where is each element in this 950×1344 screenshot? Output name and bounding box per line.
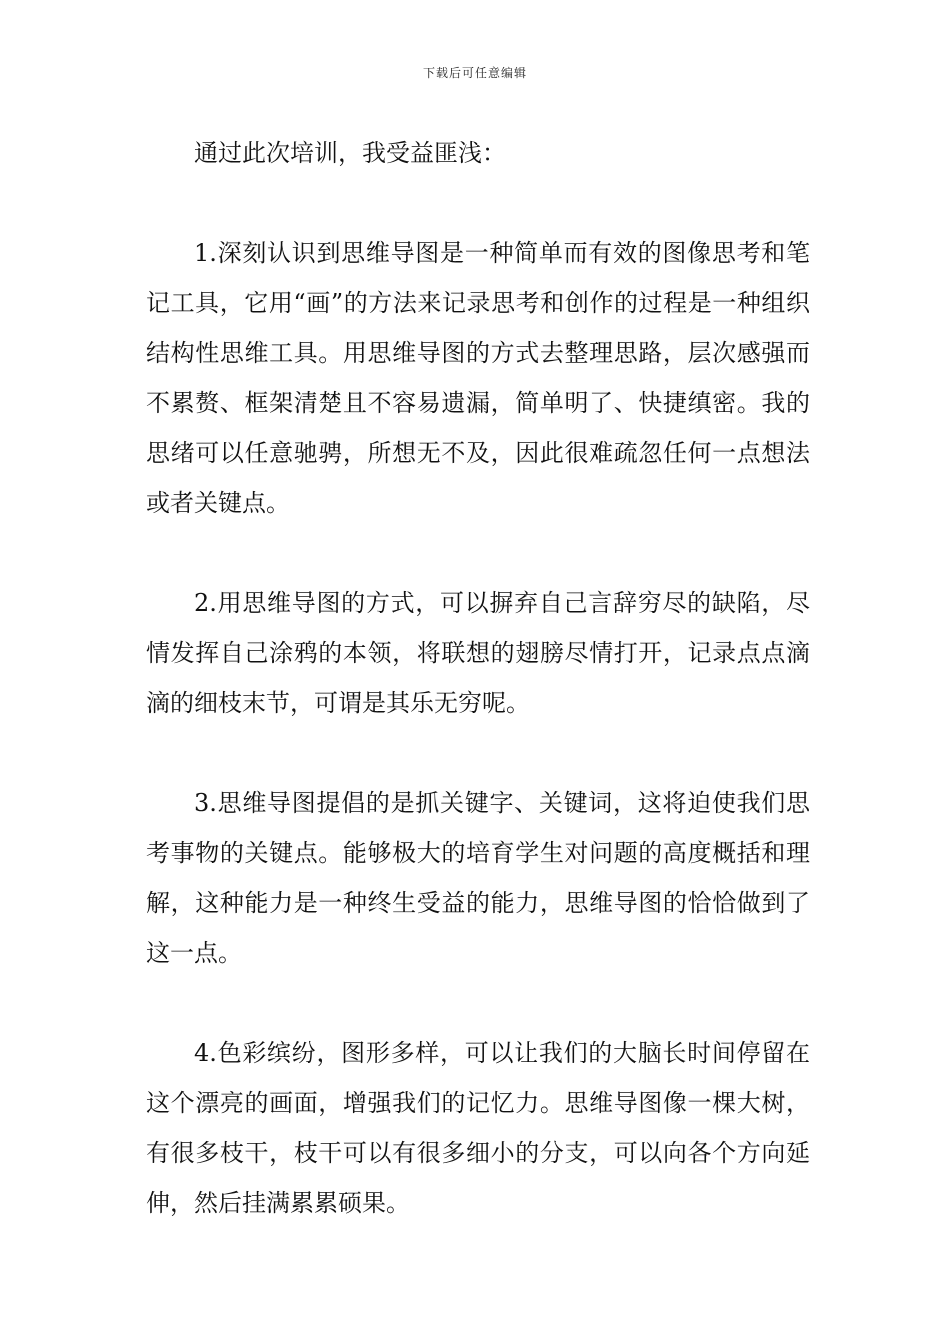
paragraph-2: 2.用思维导图的方式，可以摒弃自己言辞穷尽的缺陷，尽情发挥自己涂鸦的本领，将联想的翅膀尽情打开，记录点点滴滴的细枝末节，可谓是其乐无穷呢。 <box>146 589 810 717</box>
paragraph-3: 3.思维导图提倡的是抓关键字、关键词，这将迫使我们思考事物的关键点。能够极大的培育学生对问题的高度概括和理解，这种能力是一种终生受益的能力，思维导图的恰恰做到了这一点。 <box>146 789 810 967</box>
page-header: 下载后可任意编辑 <box>422 66 527 80</box>
document-body <box>146 128 810 1278</box>
intro-paragraph: 通过此次培训，我受益匪浅： <box>194 139 506 167</box>
paragraph-1: 1.深刻认识到思维导图是一种简单而有效的图像思考和笔记工具，它用“画”的方法来记录思考和创作的过程是一种组织结构性思维工具。用思维导图的方式去整理思路，层次感强而不累赘、框架清楚且不容易遗漏，简单明了、快捷缜密。我的思绪可以任意驰骋，所想无不及，因此很难疏忽任何一点想法或者关键点。 <box>146 239 810 517</box>
paragraph-4: 4.色彩缤纷，图形多样，可以让我们的大脑长时间停留在这个漂亮的画面，增强我们的记忆力。思维导图像一棵大树，有很多枝干，枝干可以有很多细小的分支，可以向各个方向延伸，然后挂满累累硕果。 <box>146 1039 810 1217</box>
